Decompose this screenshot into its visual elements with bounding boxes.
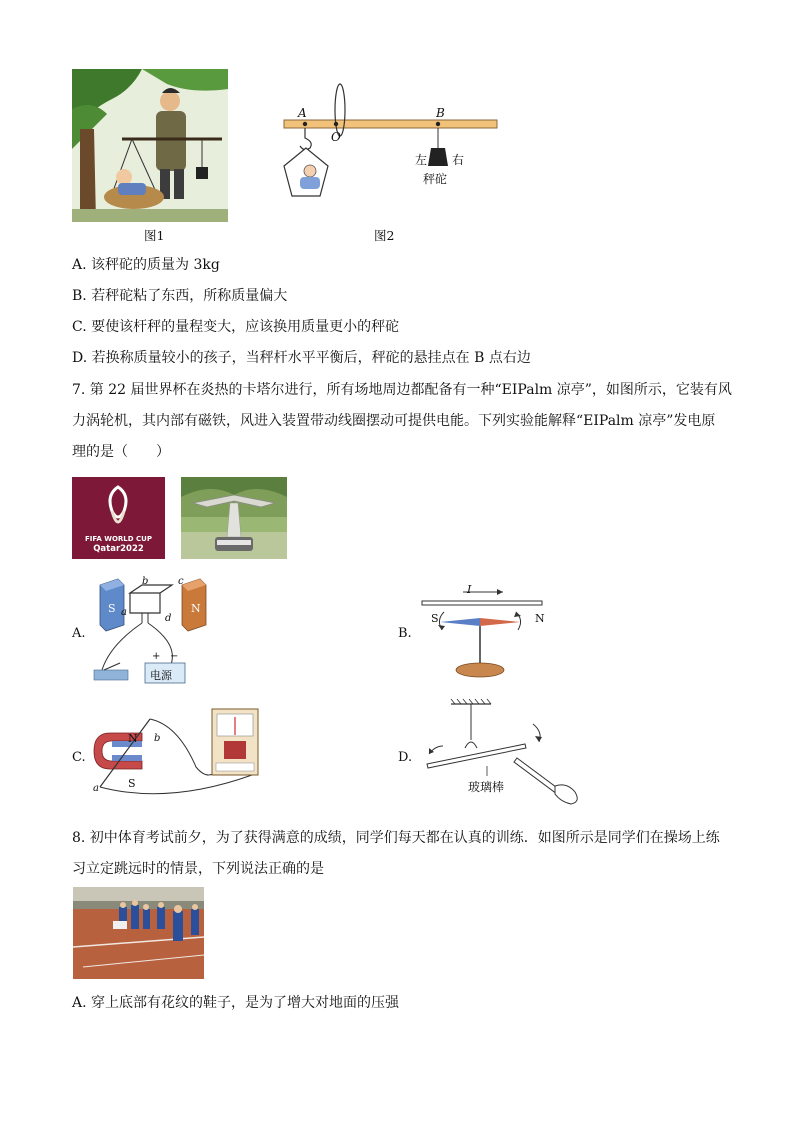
q7-option-a-label: A. bbox=[72, 626, 86, 641]
q7-option-d-label: D. bbox=[398, 750, 413, 765]
q7-stem-line2: 力涡轮机，其内部有磁铁，风进入装置带动线圈摆动可提供电能。下列实验能解释“EIPalm 凉亭”发电原 bbox=[72, 413, 716, 429]
diagB-S: S bbox=[431, 612, 439, 625]
q7-stem-line1: 7. 第 22 届世界杯在炎热的卡塔尔进行，所有场地周边都配备有一种“EIPalm 凉亭”，如图所示，它装有风 bbox=[72, 382, 732, 398]
diagB-N: N bbox=[535, 612, 545, 625]
logo-text-line1: FIFA WORLD CUP bbox=[85, 535, 152, 543]
diagram-d-glass-rod bbox=[415, 698, 595, 808]
diagA-plus: + bbox=[152, 651, 161, 662]
diagC-N: N bbox=[128, 732, 138, 745]
figure2-steelyard-diagram bbox=[270, 80, 510, 200]
diagD-rod-label: 玻璃棒 bbox=[468, 780, 505, 794]
diagA-a: a bbox=[121, 607, 127, 618]
elpalm-pavilion-photo bbox=[181, 477, 287, 559]
fig2-label-counterweight: 秤砣 bbox=[423, 172, 448, 186]
figure2-caption: 图2 bbox=[374, 228, 395, 243]
q7-stem-line3: 理的是（ ） bbox=[72, 444, 170, 460]
q6-option-b: B. 若秤砣粘了东西，所称质量偏大 bbox=[72, 288, 288, 304]
q6-option-d: D. 若换称质量较小的孩子，当秤杆水平平衡后，秤砣的悬挂点在 B 点右边 bbox=[72, 350, 531, 366]
diagA-c: c bbox=[178, 576, 184, 587]
diagA-N: N bbox=[191, 602, 201, 615]
q6-option-c: C. 要使该杆秤的量程变大，应该换用质量更小的秤砣 bbox=[72, 319, 400, 335]
diagram-c-induction bbox=[88, 705, 268, 805]
q7-option-c-label: C. bbox=[72, 750, 86, 765]
figure1-illustration bbox=[72, 69, 228, 222]
q8-stem-line1: 8. 初中体育考试前夕，为了获得满意的成绩，同学们每天都在认真的训练．如图所示是同学们在操场上练 bbox=[72, 830, 720, 846]
diagB-I: I bbox=[467, 583, 472, 596]
fifa-world-cup-logo-image bbox=[72, 477, 165, 559]
long-jump-practice-photo bbox=[73, 887, 204, 979]
logo-text-line2: Qatar2022 bbox=[93, 544, 144, 554]
q8-option-a: A. 穿上底部有花纹的鞋子，是为了增大对地面的压强 bbox=[72, 995, 400, 1011]
diagram-b-oersted bbox=[418, 580, 548, 685]
fig2-label-O: O bbox=[331, 130, 341, 144]
diagA-power: 电源 bbox=[150, 669, 172, 682]
diagA-d: d bbox=[165, 613, 172, 624]
fig2-label-A: A bbox=[298, 106, 307, 120]
fig2-label-B: B bbox=[436, 106, 445, 120]
q6-option-a: A. 该秤砣的质量为 3kg bbox=[72, 257, 220, 273]
diagC-a: a bbox=[93, 783, 99, 794]
q7-option-b-label: B. bbox=[398, 626, 412, 641]
q8-stem-line2: 习立定跳远时的情景，下列说法正确的是 bbox=[72, 861, 324, 877]
diagA-b: b bbox=[142, 576, 149, 587]
diagA-S: S bbox=[108, 602, 116, 615]
figure1-caption: 图1 bbox=[144, 228, 165, 243]
diagC-S: S bbox=[128, 777, 136, 790]
fig2-label-right: 右 bbox=[452, 153, 465, 167]
diagC-b: b bbox=[154, 733, 161, 744]
fig2-label-left: 左 bbox=[415, 153, 428, 167]
diagA-minus: − bbox=[170, 651, 179, 662]
